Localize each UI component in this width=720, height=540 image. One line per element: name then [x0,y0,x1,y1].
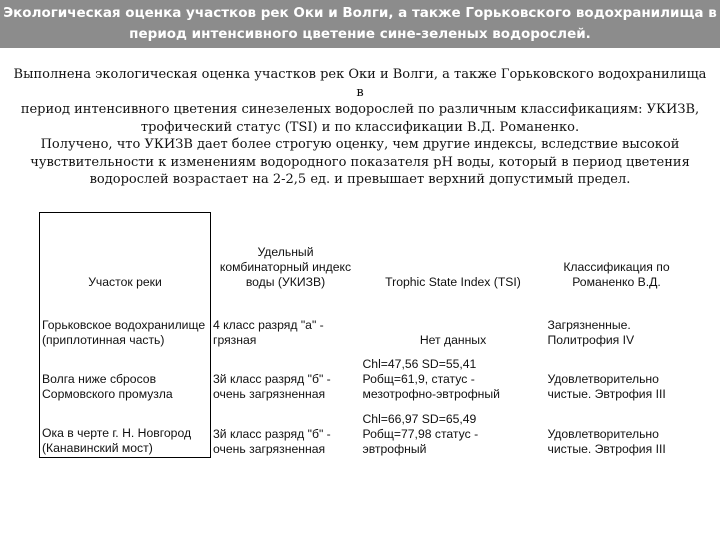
header-tsi: Trophic State Index (TSI) [385,275,521,289]
cell-romanenko: Загрязненные. Политрофия IV [547,318,635,347]
table-row [40,349,688,403]
cell-tsi: Chl=66,97 SD=65,49 Робщ=77,98 статус - эвтрофный [362,411,479,456]
intro-line: водорослей возрастает на 2-2,5 ед. и превышает верхний допустимый предел. [89,172,631,187]
slide-title-line-2: период интенсивного цветение сине-зеленых водорослей. [129,26,591,42]
cell-ukizv: 3й класс разряд "б" - очень загрязненная [213,372,331,401]
slide-title [0,0,720,48]
intro-text [12,66,708,189]
header-ukizv: Удельный комбинаторный индекс воды (УКИЗВ) [219,245,352,289]
cell-ukizv: 3й класс разряд "б" - очень загрязненная [213,426,331,456]
intro-line: Получено, что УКИЗВ дает более строгую оценку, чем другие индексы, вследствие высокой [40,137,680,152]
cell-site: Горьковское водохранилище (приплотинная часть) [40,291,211,349]
cell-tsi: Chl=47,56 SD=55,41 Робщ=61,9, статус - мезотрофно-эвтрофный [362,357,500,401]
cell-ukizv: 4 класс разряд "а" - грязная [213,318,324,347]
header-site: Участок реки [40,213,211,292]
table-row [40,291,688,349]
slide-title-line-1: Экологическая оценка участков рек Оки и Волги, а также Горьковского водохранилища в [3,5,717,21]
intro-line: Выполнена экологическая оценка участков рек Оки и Волги, а также Горьковского водохранилища в [13,67,707,100]
intro-line: чувствительности к изменениям водородного показателя рН воды, который в период цветения [30,154,690,170]
header-romanenko: Классификация по Романенко В.Д. [563,260,670,289]
cell-romanenko: Удовлетворительно чистые. Эвтрофия III [547,426,666,456]
intro-line: трофический статус (TSI) и по классификации В.Д. Романенко. [140,119,580,135]
cell-site: Волга ниже сбросов Сормовского промузла [40,349,211,403]
cell-site: Ока в черте г. Н. Новгород (Канавинский мост) [40,403,211,458]
assessment-table [39,212,688,458]
table-row [40,403,688,458]
intro-line: период интенсивного цветения синезеленых водорослей по различным классификациям: УКИЗВ, [20,102,700,117]
table-header-row [40,213,688,292]
cell-romanenko: Удовлетворительно чистые. Эвтрофия III [547,372,666,401]
cell-tsi: Нет данных [419,333,487,347]
